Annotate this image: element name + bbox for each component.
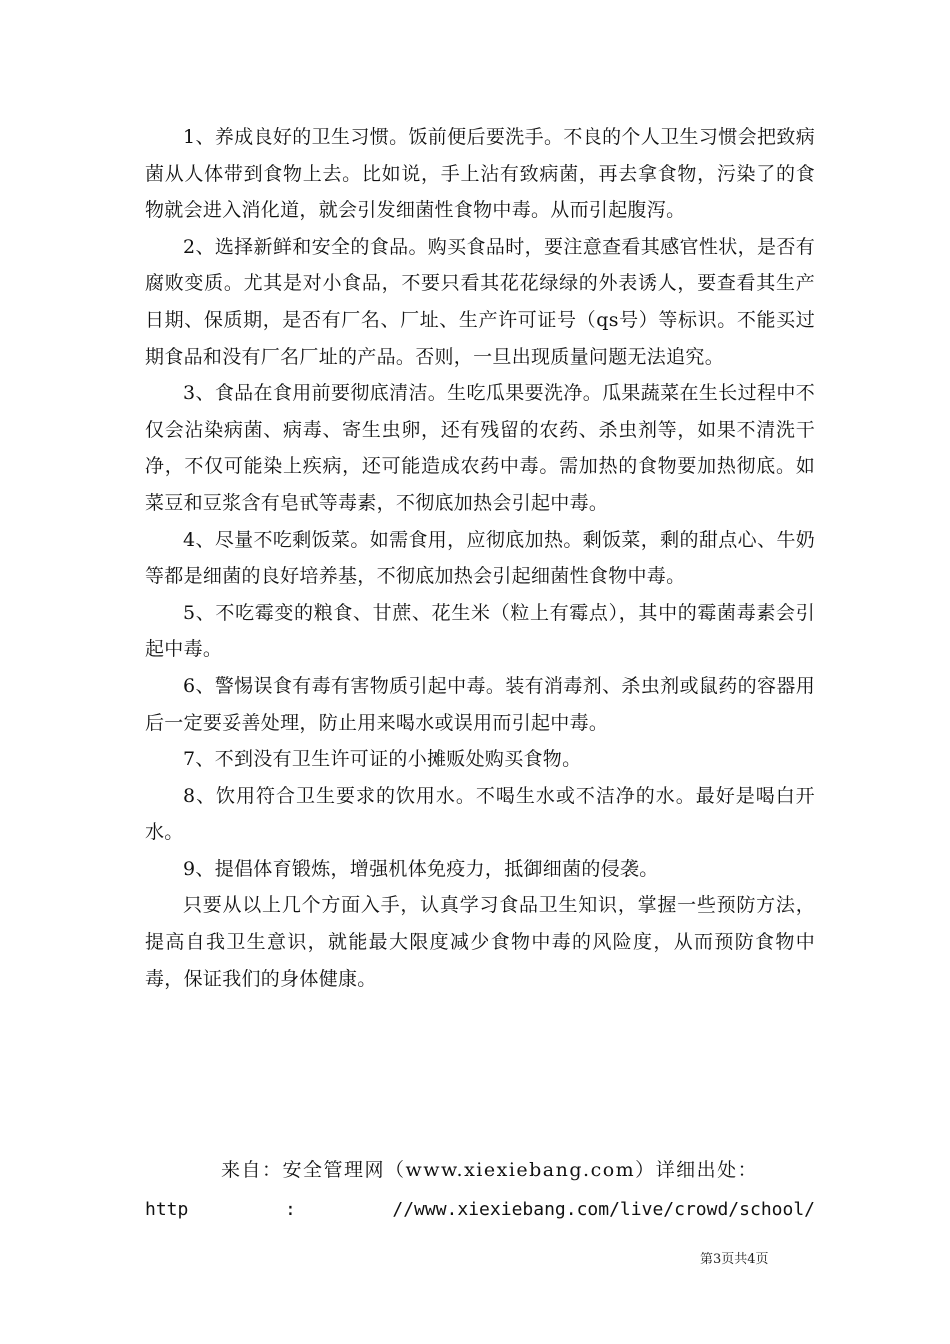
paragraph-conclusion: 只要从以上几个方面入手，认真学习食品卫生知识，掌握一些预防方法，提高自我卫生意识，就能最大限度减少食物中毒的风险度，从而预防食物中毒，保证我们的身体健康。 [145, 894, 815, 990]
paragraph-9: 9、提倡体育锻炼，增强机体免疫力，抵御细菌的侵袭。 [183, 857, 659, 880]
page-number: 第3页共4页 [700, 1252, 769, 1267]
paragraph-7: 7、不到没有卫生许可证的小摊贩处购买食物。 [183, 748, 582, 771]
paragraph-5: 5、不吃霉变的粮食、甘蔗、花生米（粒上有霉点），其中的霉菌毒素会引起中毒。 [145, 601, 815, 661]
paragraph-2: 2、选择新鲜和安全的食品。购买食品时，要注意查看其感官性状，是否有腐败变质。尤其是对小食品，不要只看其花花绿绿的外表诱人，要查看其生产日期、保质期，是否有厂名、厂址、生产许可证号（qs号）等标识。不能买过期食品和没有厂名厂址的产品。否则，一旦出现质量问题无法追究。 [145, 235, 815, 368]
paragraph-6: 6、警惕误食有毒有害物质引起中毒。装有消毒剂、杀虫剂或鼠药的容器用后一定要妥善处理，防止用来喝水或误用而引起中毒。 [145, 674, 815, 734]
paragraph-8: 8、饮用符合卫生要求的饮用水。不喝生水或不洁净的水。最好是喝白开水。 [145, 784, 815, 844]
source-line-1: 来自：安全管理网（www.xiexiebang.com）详细出处： [221, 1159, 759, 1181]
paragraph-4: 4、尽量不吃剩饭菜。如需食用，应彻底加热。剩饭菜，剩的甜点心、牛奶等都是细菌的良好培养基，不彻底加热会引起细菌性食物中毒。 [145, 528, 815, 588]
document-body [145, 119, 815, 997]
paragraph-3: 3、食品在食用前要彻底清洁。生吃瓜果要洗净。瓜果蔬菜在生长过程中不仅会沾染病菌、病毒、寄生虫卵，还有残留的农药、杀虫剂等，如果不清洗干净，不仅可能染上疾病，还可能造成农药中毒。需加热的食物要加热彻底。如菜豆和豆浆含有皂甙等毒素，不彻底加热会引起中毒。 [145, 382, 815, 514]
paragraph-1: 1、养成良好的卫生习惯。饭前便后要洗手。不良的个人卫生习惯会把致病菌从人体带到食物上去。比如说，手上沾有致病菌，再去拿食物，污染了的食物就会进入消化道，就会引发细菌性食物中毒。从而引起腹泻。 [145, 126, 815, 222]
source-url [145, 1190, 815, 1230]
source-citation [145, 1150, 815, 1230]
source-url-path: //www.xiexiebang.com/live/crowd/school/ [392, 1199, 815, 1220]
source-url-scheme: http [145, 1199, 189, 1220]
source-url-colon: : [284, 1199, 296, 1220]
